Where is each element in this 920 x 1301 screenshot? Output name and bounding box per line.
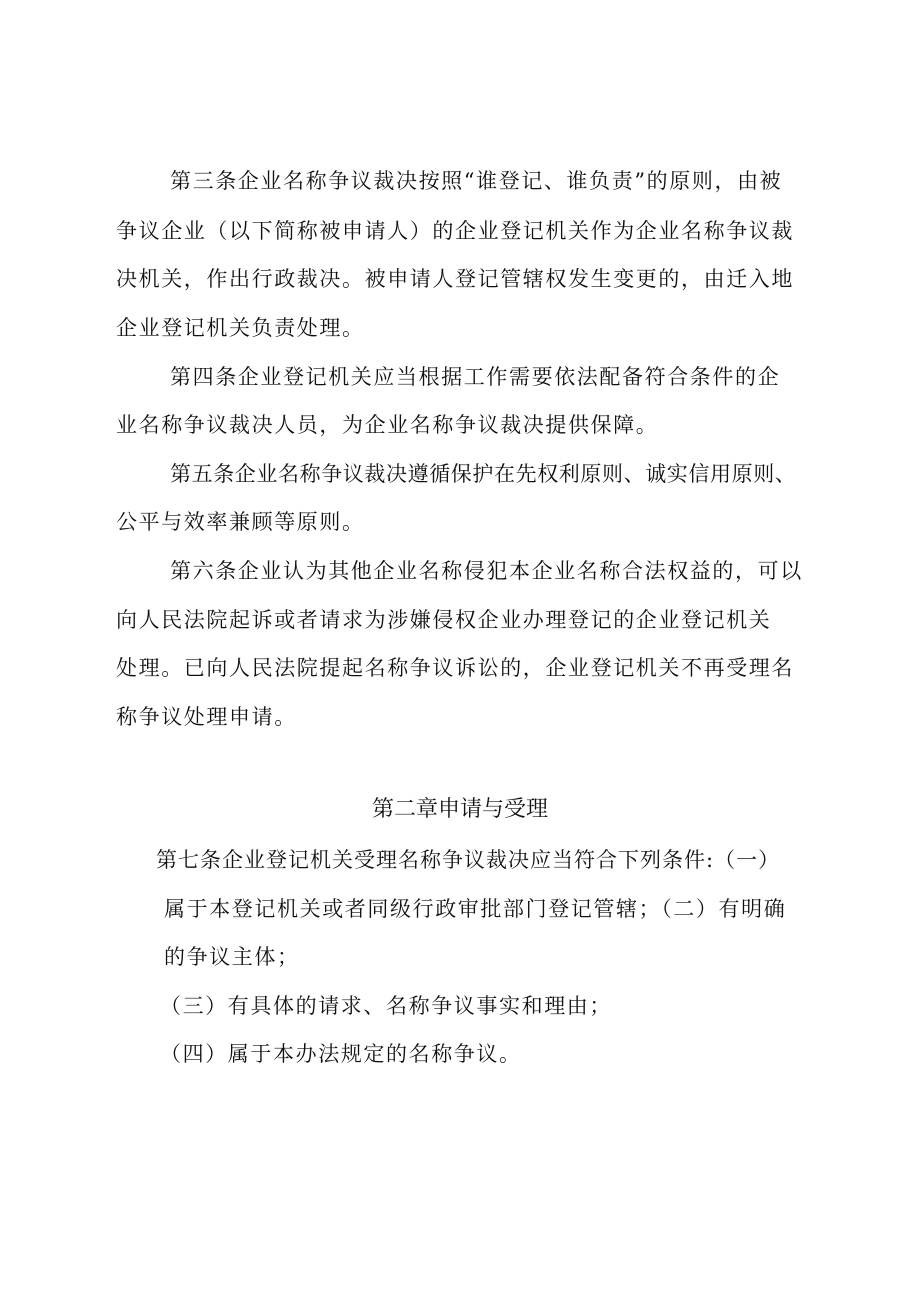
chapter-heading: 第二章申请与受理 — [371, 797, 548, 822]
article-6-line-1: 第六条企业认为其他企业名称侵犯本企业名称合法权益的，可以 — [170, 559, 803, 583]
article-5-line-2: 公平与效率兼顾等原则。 — [116, 510, 365, 534]
article-3-line-1: 第三条企业名称争议裁决按照“谁登记、谁负责”的原则，由被 — [170, 169, 783, 193]
article-7-line-1: 第七条企业登记机关受理名称争议裁决应当符合下列条件:（一） — [156, 848, 781, 872]
article-6-line-4: 称争议处理申请。 — [116, 705, 297, 729]
article-6-line-3: 处理。已向人民法院提起名称争议诉讼的，企业登记机关不再受理名 — [116, 656, 794, 680]
article-3-line-4: 企业登记机关负责处理。 — [116, 316, 365, 340]
article-7-line-2: 属于本登记机关或者同级行政审批部门登记管辖；（二）有明确 — [164, 897, 787, 921]
article-5-line-1: 第五条企业名称争议裁决遵循保护在先权利原则、诚实信用原则、 — [170, 462, 797, 486]
article-4-line-2: 业名称争议裁决人员，为企业名称争议裁决提供保障。 — [116, 413, 659, 437]
article-7-item-4: （四）属于本办法规定的名称争议。 — [160, 1042, 522, 1066]
article-6-line-2: 向人民法院起诉或者请求为涉嫌侵权企业办理登记的企业登记机关 — [116, 608, 772, 632]
article-4-line-1: 第四条企业登记机关应当根据工作需要依法配备符合条件的企 — [170, 365, 781, 389]
article-7-item-3: （三）有具体的请求、名称争议事实和理由； — [160, 994, 612, 1018]
article-3-line-3: 决机关，作出行政裁决。被申请人登记管辖权发生变更的，由迁入地 — [116, 267, 794, 291]
article-7-line-3: 的争议主体； — [164, 945, 300, 969]
article-3-line-2: 争议企业（以下简称被申请人）的企业登记机关作为企业名称争议裁 — [116, 219, 794, 243]
